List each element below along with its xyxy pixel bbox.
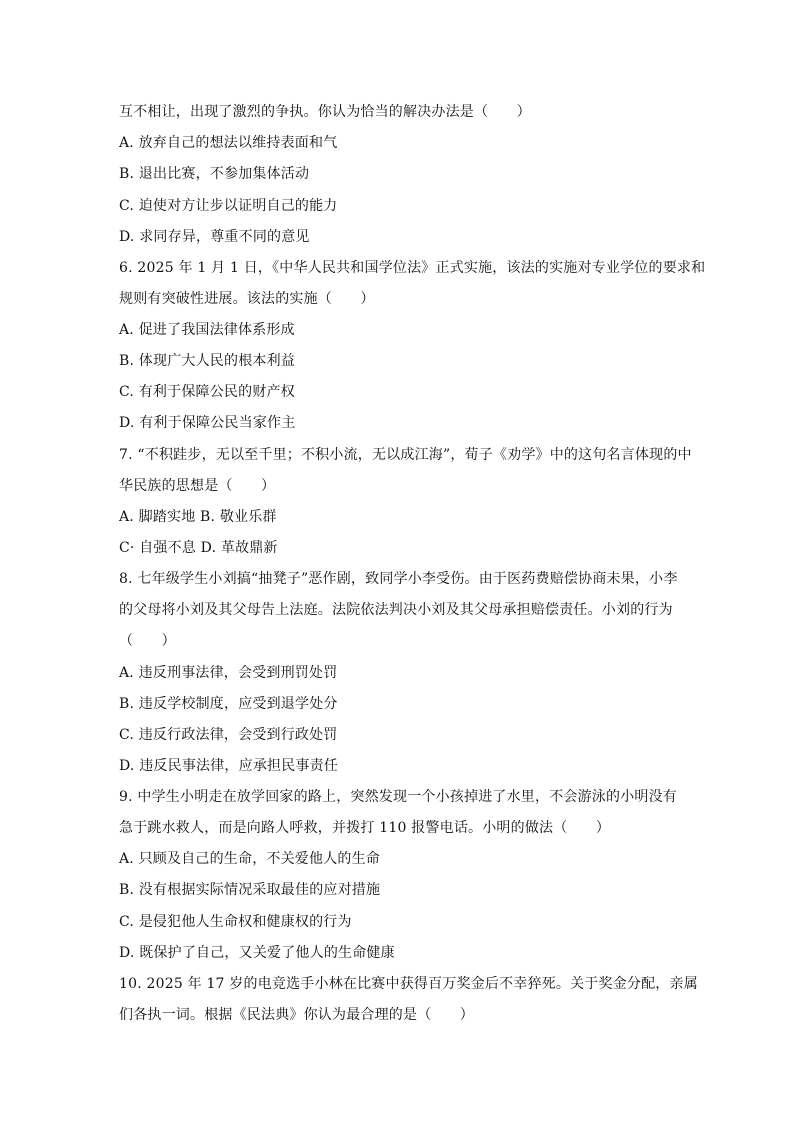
question-7-options-line-2: C· 自强不息 D. 革故鼎新 <box>119 540 278 556</box>
question-9-option-a: A. 只顾及自己的生命，不关爱他人的生命 <box>119 851 381 867</box>
question-5-option-c: C. 迫使对方让步以证明自己的能力 <box>119 198 338 214</box>
question-9-option-c: C. 是侵犯他人生命权和健康权的行为 <box>119 914 352 930</box>
question-7-options-line-1: A. 脚踏实地 B. 敬业乐群 <box>119 509 277 525</box>
question-5-option-d: D. 求同存异，尊重不同的意见 <box>119 229 310 245</box>
question-6-option-b: B. 体现广大人民的根本利益 <box>119 353 295 369</box>
question-8-stem-line-1: 8. 七年级学生小刘搞“抽凳子”恶作剧，致同学小李受伤。由于医药费赔偿协商未果，小李 <box>119 571 678 587</box>
question-8-option-a: A. 违反刑事法律，会受到刑罚处罚 <box>119 665 338 681</box>
question-9-option-d: D. 既保护了自己，又关爱了他人的生命健康 <box>119 945 395 961</box>
question-9-stem-line-1: 9. 中学生小明走在放学回家的路上，突然发现一个小孩掉进了水里，不会游泳的小明没有 <box>119 789 678 805</box>
question-8-option-c: C. 违反行政法律，会受到行政处罚 <box>119 727 338 743</box>
question-6-option-c: C. 有利于保障公民的财产权 <box>119 384 295 400</box>
question-8-option-b: B. 违反学校制度，应受到退学处分 <box>119 696 338 712</box>
question-5-option-b: B. 退出比赛，不参加集体活动 <box>119 166 310 182</box>
question-10-stem-line-2: 们各执一词。根据《民法典》你认为最合理的是（ ） <box>119 1007 474 1023</box>
question-6-stem-line-2: 规则有突破性进展。该法的实施（ ） <box>119 291 375 307</box>
question-7-stem-line-1: 7. “不积跬步，无以至千里；不积小流，无以成江海”，荀子《劝学》中的这句名言体现的中 <box>119 447 692 463</box>
question-8-stem-line-3: （ ） <box>119 633 176 649</box>
question-8-stem-line-2: 的父母将小刘及其父母告上法庭。法院依法判决小刘及其父母承担赔偿责任。小刘的行为 <box>119 602 673 618</box>
question-5-stem-tail: 互不相让，出现了激烈的争执。你认为恰当的解决办法是（ ） <box>119 104 531 120</box>
question-8-option-d: D. 违反民事法律，应承担民事责任 <box>119 758 339 774</box>
question-9-option-b: B. 没有根据实际情况采取最佳的应对措施 <box>119 882 381 898</box>
question-7-stem-line-2: 华民族的思想是（ ） <box>119 478 276 494</box>
question-9-stem-line-2: 急于跳水救人，而是向路人呼救，并拨打 110 报警电话。小明的做法（ ） <box>119 820 611 836</box>
question-6-option-a: A. 促进了我国法律体系形成 <box>119 322 295 338</box>
question-6-option-d: D. 有利于保障公民当家作主 <box>119 415 296 431</box>
question-5-option-a: A. 放弃自己的想法以维持表面和气 <box>119 135 338 151</box>
question-6-stem-line-1: 6. 2025 年 1 月 1 日，《中华人民共和国学位法》正式实施，该法的实施对专业学位的要求和 <box>119 260 706 276</box>
question-10-stem-line-1: 10. 2025 年 17 岁的电竞选手小林在比赛中获得百万奖金后不幸猝死。关于奖金分配，亲属 <box>119 976 698 992</box>
